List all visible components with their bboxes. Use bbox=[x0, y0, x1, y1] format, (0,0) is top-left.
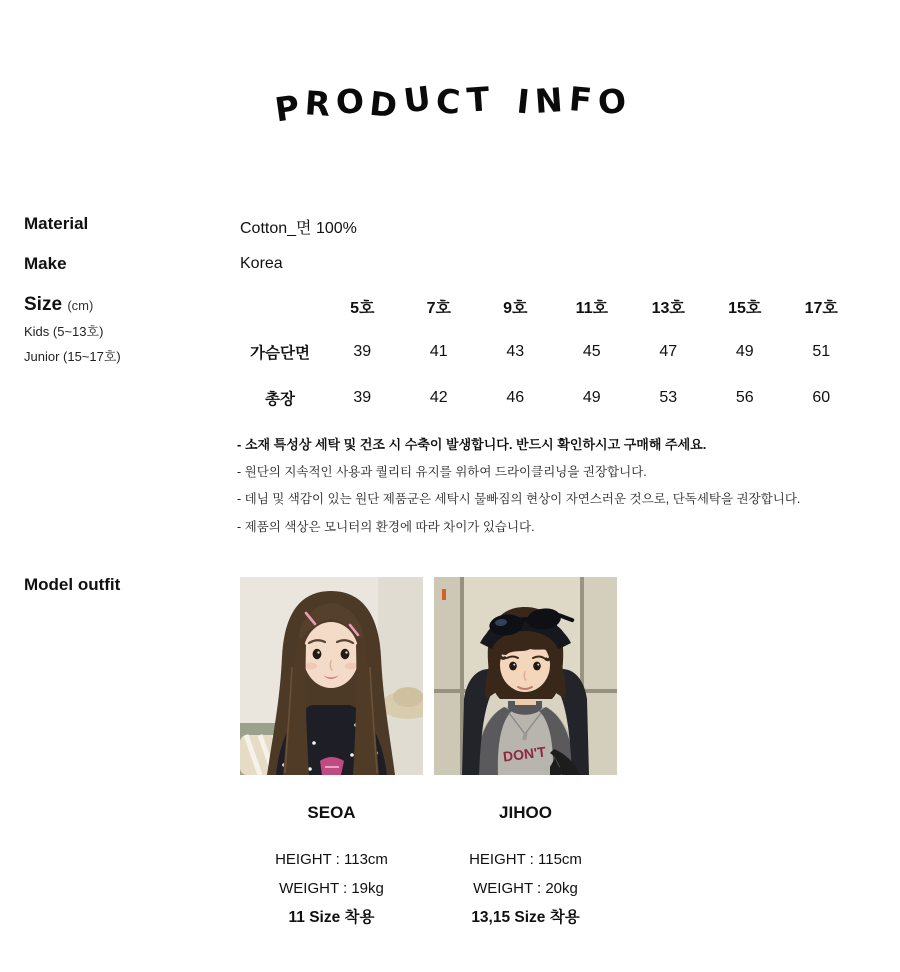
model-card-jihoo bbox=[434, 577, 617, 928]
size-cell: 42 bbox=[429, 389, 448, 406]
size-cell: 49 bbox=[735, 343, 754, 360]
size-cell: 39 bbox=[353, 389, 372, 406]
size-col-header: 15호 bbox=[728, 299, 762, 317]
model-height: HEIGHT : 115cm bbox=[469, 851, 582, 868]
model-photo-boy bbox=[434, 577, 617, 775]
size-cell: 47 bbox=[659, 343, 678, 360]
model-size-worn: 13,15 Size 착용 bbox=[471, 909, 580, 926]
size-col-header: 11호 bbox=[575, 299, 608, 317]
size-cell: 53 bbox=[659, 389, 678, 406]
size-col-header: 13호 bbox=[651, 299, 685, 317]
note-line: - 데님 및 색감이 있는 원단 제품군은 세탁시 물빠짐의 현상이 자연스러운 것으로, 단독세탁을 권장합니다. bbox=[237, 492, 801, 506]
row-label-chest: 가슴단면 bbox=[250, 345, 310, 362]
model-weight: WEIGHT : 20kg bbox=[473, 880, 578, 897]
material-value: Cotton_면 100% bbox=[240, 220, 357, 237]
size-cell: 39 bbox=[353, 343, 372, 360]
size-col-header: 7호 bbox=[426, 299, 451, 317]
model-weight: WEIGHT : 19kg bbox=[279, 880, 384, 897]
size-col-header: 9호 bbox=[503, 299, 528, 317]
size-cell: 41 bbox=[429, 343, 448, 360]
size-cell: 56 bbox=[735, 389, 754, 406]
shirt-text: DON'T bbox=[502, 743, 547, 765]
model-size-worn: 11 Size 착용 bbox=[288, 909, 375, 926]
size-cell: 60 bbox=[812, 389, 831, 406]
size-range-junior: Junior (15~17호) bbox=[24, 349, 121, 364]
size-label-text: Size bbox=[24, 294, 63, 315]
model-outfit-label: Model outfit bbox=[24, 575, 121, 594]
size-label bbox=[24, 294, 93, 316]
size-cell: 43 bbox=[506, 343, 525, 360]
size-cell: 51 bbox=[812, 343, 831, 360]
size-cell: 45 bbox=[582, 343, 601, 360]
size-cell: 46 bbox=[506, 389, 525, 406]
make-label: Make bbox=[24, 254, 67, 273]
note-line: - 제품의 색상은 모니터의 환경에 따라 차이가 있습니다. bbox=[237, 519, 535, 534]
size-col-header: 17호 bbox=[804, 299, 838, 317]
size-col-header: 5호 bbox=[350, 299, 375, 317]
page-title: PRODUCT INFO bbox=[272, 78, 628, 130]
care-notes bbox=[237, 431, 837, 541]
size-table-header-row bbox=[236, 283, 860, 329]
size-unit: (cm) bbox=[67, 298, 94, 313]
model-name: JIHOO bbox=[499, 803, 552, 822]
model-card-seoa bbox=[240, 577, 423, 928]
size-table-row-chest bbox=[236, 329, 860, 375]
note-line: - 원단의 지속적인 사용과 퀄리티 유지를 위하여 드라이클리닝을 권장합니다. bbox=[237, 464, 647, 479]
note-line: - 소재 특성상 세탁 및 건조 시 수축이 발생합니다. 반드시 확인하시고 구매해 주세요. bbox=[237, 437, 707, 452]
size-table-row-length bbox=[236, 375, 860, 421]
row-label-length: 총장 bbox=[265, 391, 295, 408]
model-name: SEOA bbox=[307, 803, 356, 822]
model-photo-girl bbox=[240, 577, 423, 775]
size-range-kids: Kids (5~13호) bbox=[24, 324, 104, 339]
material-label: Material bbox=[24, 214, 89, 233]
make-value: Korea bbox=[240, 255, 283, 272]
size-cell: 49 bbox=[582, 389, 601, 406]
model-height: HEIGHT : 113cm bbox=[275, 851, 388, 868]
size-table bbox=[236, 283, 860, 421]
